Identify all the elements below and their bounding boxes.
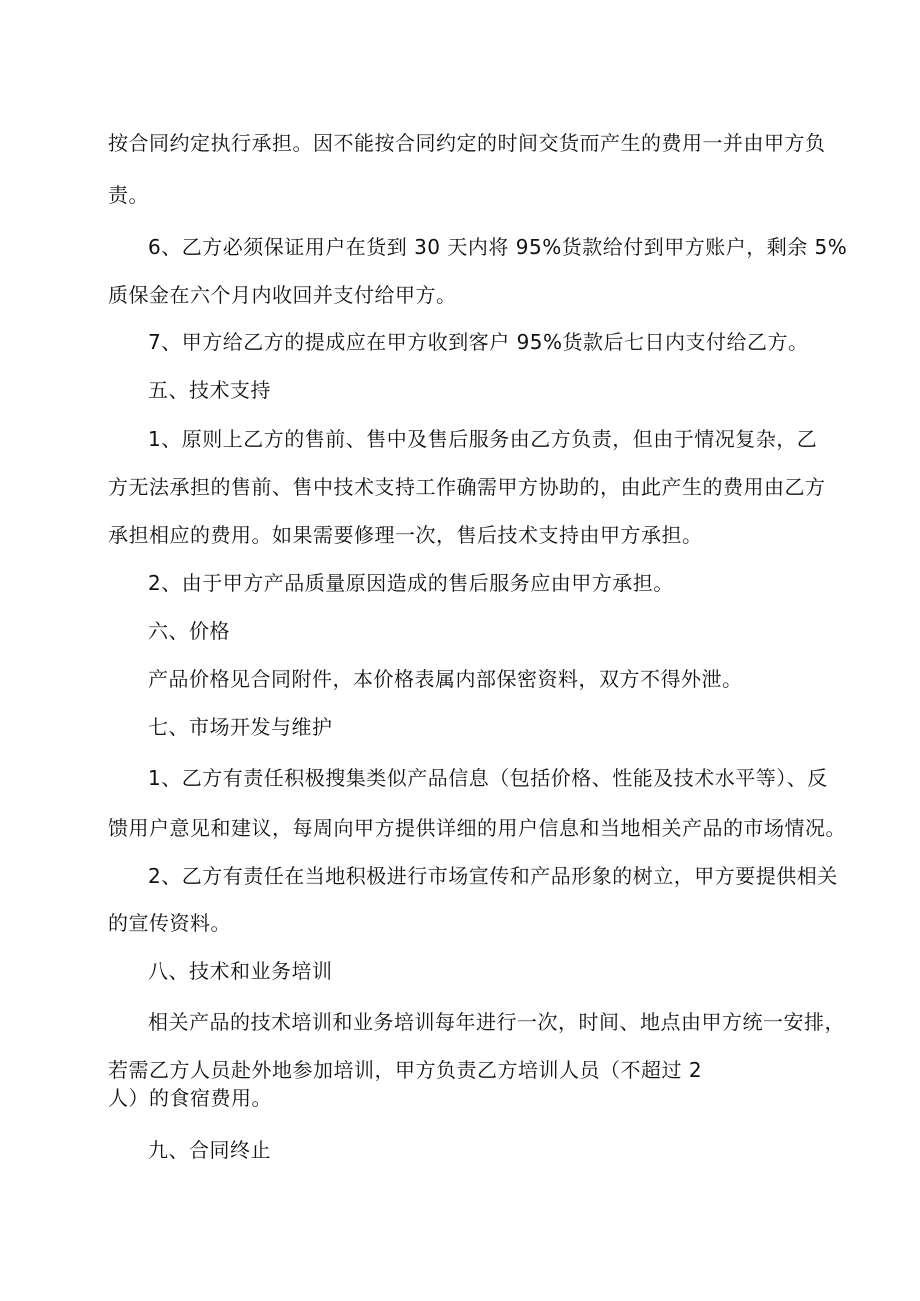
section-heading-termination: 九、合同终止: [148, 1138, 271, 1162]
paragraph-line: 若需乙方人员赴外地参加培训，甲方负责乙方培训人员（不超过 2: [108, 1058, 703, 1082]
clause-line: 2、乙方有责任在当地积极进行市场宣传和产品形象的树立，甲方要提供相关: [148, 864, 838, 888]
section-heading-market: 七、市场开发与维护: [148, 715, 333, 739]
clause-6-line: 6、乙方必须保证用户在货到 30 天内将 95%货款给付到甲方账户，剩余 5%: [148, 235, 848, 259]
clause-line: 2、由于甲方产品质量原因造成的售后服务应由甲方承担。: [148, 571, 674, 595]
paragraph-line: 相关产品的技术培训和业务培训每年进行一次，时间、地点由甲方统一安排，: [148, 1010, 845, 1034]
clause-line: 方无法承担的售前、售中技术支持工作确需甲方协助的，由此产生的费用由乙方: [108, 475, 826, 499]
section-heading-training: 八、技术和业务培训: [148, 959, 333, 983]
clause-line: 馈用户意见和建议，每周向甲方提供详细的用户信息和当地相关产品的市场情况。: [108, 816, 846, 840]
paragraph-line: 产品价格见合同附件，本价格表属内部保密资料，双方不得外泄。: [148, 667, 743, 691]
paragraph-line: 人）的食宿费用。: [108, 1086, 272, 1110]
clause-line: 1、乙方有责任积极搜集类似产品信息（包括价格、性能及技术水平等）、反: [148, 766, 828, 790]
paragraph-line: 按合同约定执行承担。因不能按合同约定的时间交货而产生的费用一并由甲方负: [108, 131, 826, 155]
paragraph-line: 责。: [108, 183, 149, 207]
section-heading-price: 六、价格: [148, 619, 230, 643]
clause-line: 1、原则上乙方的售前、售中及售后服务由乙方负责，但由于情况复杂，乙: [148, 427, 818, 451]
section-heading-technical-support: 五、技术支持: [148, 378, 271, 402]
clause-line: 承担相应的费用。如果需要修理一次，售后技术支持由甲方承担。: [108, 523, 703, 547]
clause-7-line: 7、甲方给乙方的提成应在甲方收到客户 95%货款后七日内支付给乙方。: [148, 330, 809, 354]
clause-line: 的宣传资料。: [108, 911, 231, 935]
clause-6-line: 质保金在六个月内收回并支付给甲方。: [108, 283, 457, 307]
